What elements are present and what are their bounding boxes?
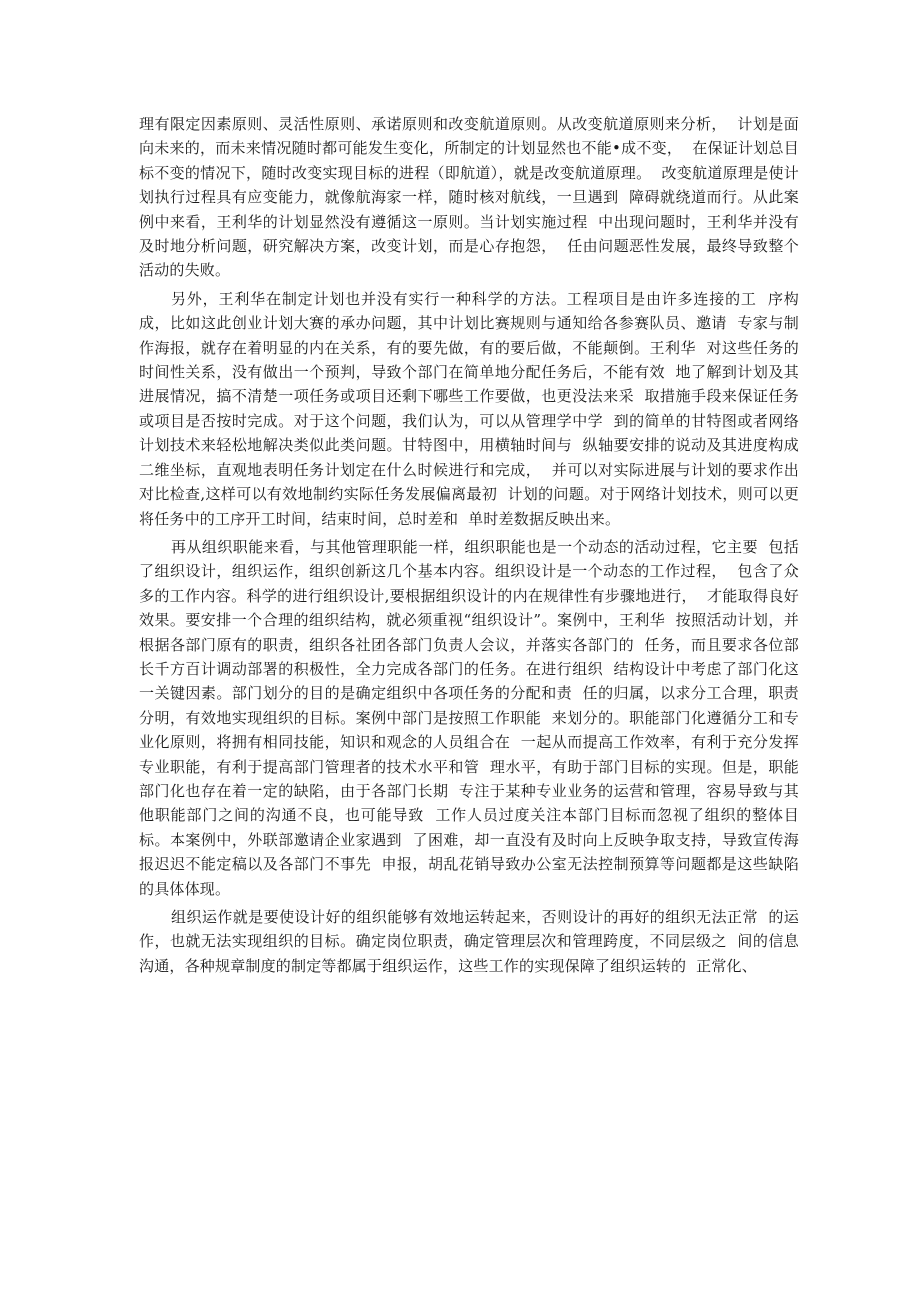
paragraph-1: 理有限定因素原则、灵活性原则、承诺原则和改变航道原则。从改变航道原则来分析， 计划是面向未来的，而未来情况随时都可能发生变化，所制定的计划显然也不能•成不变， 在保证计划总目标不变的情况下，随时改变实现目标的进程（即航道），就是改变航道原理。 改变航道原理是使计划执行过程具有应变能力，就像航海家一样，随时核对航线，一旦遇到 障碍就绕道而行。从此案例中来看，王利华的计划显然没有遵循这一原则。当计划实施过程 中出现问题时，王利华并没有及时地分析问题，研究解决方案，改变计划，而是心存抱怨， 任由问题恶性发展，最终导致整个活动的失败。 <box>139 115 799 280</box>
document-body <box>139 112 799 978</box>
paragraph-4: 组织运作就是要使设计好的组织能够有效地运转起来，否则设计的再好的组织无法正常 的运作，也就无法实现组织的目标。确定岗位职责，确定管理层次和管理跨度，不同层级之 间的信息沟通，各种规章制度的制定等都属于组织运作，这些工作的实现保障了组织运转的 正常化、 <box>139 908 799 975</box>
paragraph-3: 再从组织职能来看，与其他管理职能一样，组织职能也是一个动态的活动过程，它主要 包括了组织设计，组织运作，组织创新这几个基本内容。组织设计是一个动态的工作过程， 包含了众多的工作内容。科学的进行组织设计,要根据组织设计的内在规律性有步骤地进行， 才能取得良好效果。要安排一个合理的组织结构，就必须重视“组织设计”。案例中，王利华 按照活动计划，并根据各部门原有的职责，组织各社团各部门负责人会议，并落实各部门的 任务，而且要求各位部长千方百计调动部署的积极性，全力完成各部门的任务。在进行组织 结构设计中考虑了部门化这一关键因素。部门划分的目的是确定组织中各项任务的分配和责 任的归属，以求分工合理，职责分明，有效地实现组织的目标。案例中部门是按照工作职能 来划分的。职能部门化遵循分工和专业化原则，将拥有相同技能，知识和观念的人员组合在 一起从而提高工作效率，有利于充分发挥专业职能，有利于提高部门管理者的技术水平和管 理水平，有助于部门目标的实现。但是，职能部门化也存在着一定的缺陷，由于各部门长期 专注于某种专业业务的运营和管理，容易导致与其他职能部门之间的沟通不良，也可能导致 工作人员过度关注本部门目标而忽视了组织的整体目标。本案例中，外联部邀请企业家遇到 了困难，却一直没有及时向上反映争取支持，导致宣传海报迟迟不能定稿以及各部门不事先 申报，胡乱花销导致办公室无法控制预算等问题都是这些缺陷的具体体现。 <box>139 537 799 898</box>
paragraph-2: 另外，王利华在制定计划也并没有实行一种科学的方法。工程项目是由许多连接的工 序构成，比如这此创业计划大赛的承办问题，其中计划比赛规则与通知给各参赛队员、邀请 专家与制作海报，就存在着明显的内在关系，有的要先做，有的要后做，不能颠倒。王利华 对这些任务的时间性关系，没有做出一个预判，导致个部门在简单地分配任务后，不能有效 地了解到计划及其进展情况，搞不清楚一项任务或项目还剩下哪些工作要做，也更没法来采 取措施手段来保证任务或项目是否按时完成。对于这个问题，我们认为，可以从管理学中学 到的简单的甘特图或者网络计划技术来轻松地解决类似此类问题。甘特图中，用横轴时间与 纵轴要安排的说动及其进度构成二维坐标，直观地表明任务计划定在什么时候进行和完成， 并可以对实际进展与计划的要求作出对比检查,这样可以有效地制约实际任务发展偏离最初 计划的问题。对于网络计划技术，则可以更将任务中的工序开工时间，结束时间，总时差和 单时差数据反映出来。 <box>139 289 799 528</box>
